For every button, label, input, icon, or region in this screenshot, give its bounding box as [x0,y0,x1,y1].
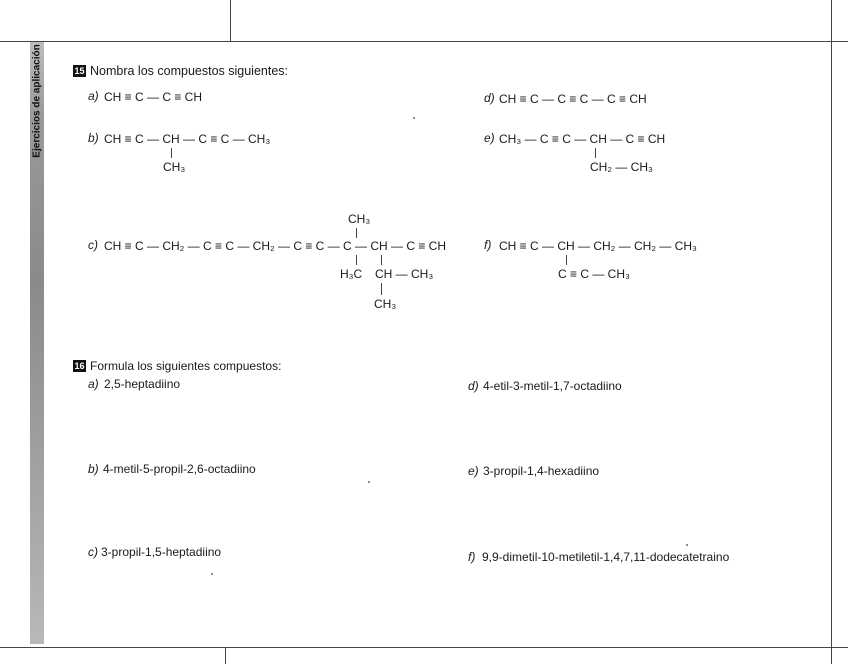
ex15-e-label: e) [484,131,495,145]
scan-speck [686,544,688,546]
ex15-f-label: f) [484,238,492,252]
ex16-a-label: a) [88,377,99,391]
ex15-f-substituent: C ≡ C — CH₃ [558,267,630,281]
exercise-15-number: 15 [74,66,85,76]
ex16-c-name: 3-propil-1,5-heptadiino [101,545,222,559]
vertical-line-bottom [225,647,226,664]
ex16-f-name: 9,9-dimetil-10-metiletil-1,4,7,11-dodecatetraino [482,550,730,564]
ex15-a-label: a) [88,89,99,103]
exercise-16-title: Formula los siguientes compuestos: [90,359,282,373]
exercise-16-number: 16 [74,361,85,371]
ex16-e-label: e) [468,464,479,478]
ex15-b-label: b) [88,131,99,145]
ex15-e-substituent: CH₂ — CH₃ [590,160,653,174]
ex16-d-label: d) [468,379,479,393]
ex15-c-bottom-left-substituent: H₃C [340,267,363,281]
ex16-a-name: 2,5-heptadiino [104,377,181,391]
ex15-e-bond [595,148,596,158]
ex15-c-top-substituent: CH₃ [348,212,371,226]
ex15-c-bond-lowest [381,283,382,295]
ex16-c-label: c) [88,545,98,559]
ex15-d-formula: CH ≡ C — C ≡ C — C ≡ CH [499,92,647,106]
right-border-line [831,0,832,664]
ex15-f-bond [566,255,567,265]
bottom-divider-line [0,647,848,648]
sidebar-label [30,42,44,160]
vertical-line-top [230,0,231,41]
ex16-d-name: 4-etil-3-metil-1,7-octadiino [483,379,622,393]
ex16-e-name: 3-propil-1,4-hexadiino [483,464,600,478]
ex15-c-formula: CH ≡ C — CH₂ — C ≡ C — CH₂ — C ≡ C — C — CH — C ≡ CH [104,239,446,253]
top-divider-line [0,41,848,42]
exercise-15-title: Nombra los compuestos siguientes: [90,64,289,78]
ex16-b-name: 4-metil-5-propil-2,6-octadiino [103,462,256,476]
ex15-c-bond-top [356,228,357,238]
scan-speck [368,481,370,483]
ex15-c-label: c) [88,238,98,252]
ex15-f-formula: CH ≡ C — CH — CH₂ — CH₂ — CH₃ [499,239,697,253]
ex15-e-formula: CH₃ — C ≡ C — CH — C ≡ CH [499,132,666,146]
ex15-c-lowest-substituent: CH₃ [374,297,397,311]
ex15-d-label: d) [484,91,495,105]
scan-speck [413,117,415,119]
ex15-b-formula: CH ≡ C — CH — C ≡ C — CH₃ [104,132,271,146]
ex15-b-substituent: CH₃ [163,160,186,174]
scan-speck [211,573,213,575]
ex15-b-bond [171,148,172,158]
sidebar-label-text: Ejercicios de aplicación [31,44,43,158]
ex15-a-formula: CH ≡ C — C ≡ CH [104,90,203,104]
ex15-c-bottom-mid-substituent: CH — CH₃ [375,267,434,281]
ex15-c-bond-bottom-mid [381,255,382,265]
ex15-c-bond-bottom-left [356,255,357,265]
ex16-f-label: f) [468,550,476,564]
ex16-b-label: b) [88,462,99,476]
